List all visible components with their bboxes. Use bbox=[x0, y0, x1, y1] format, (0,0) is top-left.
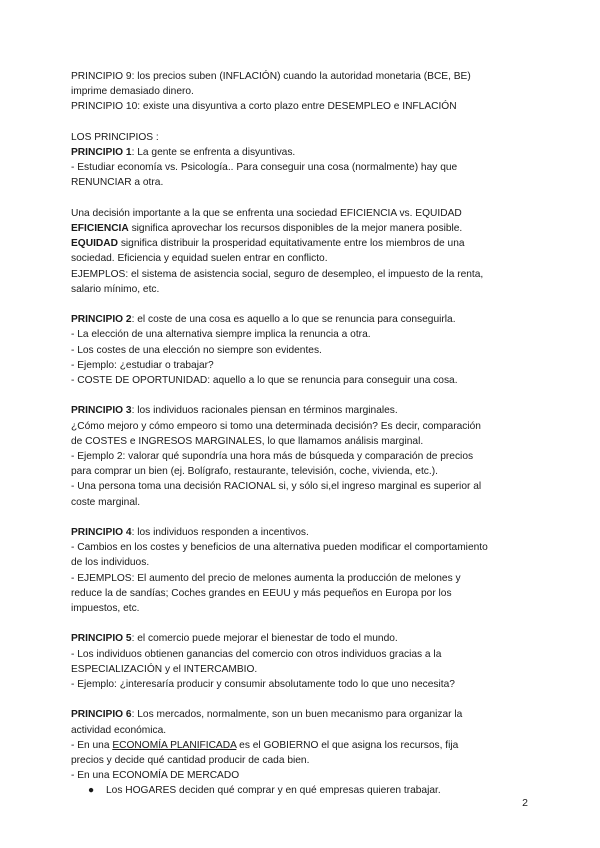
principle-1-line: - Estudiar economía vs. Psicología.. Para conseguir una cosa (normalmente) hay que bbox=[71, 162, 458, 174]
principle-5-line: - Ejemplo: ¿interesaría producir y consumir absolutamente todo lo que uno necesita? bbox=[71, 679, 455, 691]
principle-10-line: PRINCIPIO 10: existe una disyuntiva a corto plazo entre DESEMPLEO e INFLACIÓN bbox=[71, 101, 457, 113]
efficiency-equity-intro: Una decisión importante a la que se enfrenta una sociedad EFICIENCIA vs. EQUIDAD bbox=[71, 207, 462, 219]
bullet-icon: ● bbox=[88, 785, 95, 797]
principle-5-label: PRINCIPIO 5 bbox=[71, 633, 132, 645]
principle-4-line: reduce la de sandías; Coches grandes en EEUU y más pequeños en Europa por los bbox=[71, 587, 452, 599]
principle-4-line: de los individuos. bbox=[71, 557, 150, 569]
principle-1-line: salario mínimo, etc. bbox=[71, 283, 160, 295]
principle-6-title: PRINCIPIO 6: Los mercados, normalmente, son un buen mecanismo para organizar la bbox=[71, 709, 463, 721]
principle-9-line: PRINCIPIO 9: los precios suben (INFLACIÓN) cuando la autoridad monetaria (BCE, BE) bbox=[71, 71, 471, 82]
principle-1-line: RENUNCIAR a otra. bbox=[71, 177, 164, 189]
page-number: 2 bbox=[522, 797, 528, 809]
principle-3-line: para comprar un bien (ej. Bolígrafo, restaurante, televisión, coche, vivienda, etc.). bbox=[71, 466, 438, 478]
principle-6-line: - En una ECONOMÍA PLANIFICADA es el GOBIERNO el que asigna los recursos, fija bbox=[71, 739, 459, 751]
principle-6-label: PRINCIPIO 6 bbox=[71, 709, 132, 721]
document-page bbox=[71, 69, 541, 799]
efficiency-definition: EFICIENCIA significa aprovechar los recursos disponibles de la mejor manera posible. bbox=[71, 223, 463, 234]
principle-2-line: - COSTE DE OPORTUNIDAD: aquello a lo que se renuncia para conseguir una cosa. bbox=[71, 375, 458, 387]
principle-4-line: - EJEMPLOS: El aumento del precio de melones aumenta la producción de melones y bbox=[71, 572, 461, 584]
principle-3-line: - Ejemplo 2: valorar qué supondría una hora más de búsqueda y comparación de precios bbox=[71, 451, 474, 463]
principle-2-line: - Los costes de una elección no siempre son evidentes. bbox=[71, 344, 322, 356]
principle-9-cont: imprime demasiado dinero. bbox=[71, 86, 194, 98]
principle-3-title: PRINCIPIO 3: los individuos racionales piensan en términos marginales. bbox=[71, 405, 398, 417]
principle-1-title: PRINCIPIO 1: La gente se enfrenta a disyuntivas. bbox=[71, 147, 296, 158]
principle-2-title: PRINCIPIO 2: el coste de una cosa es aquello a lo que se renuncia para conseguirla. bbox=[71, 314, 456, 326]
principle-3-line: - Una persona toma una decisión RACIONAL si, y sólo si,el ingreso marginal es superior al bbox=[71, 481, 482, 493]
principle-3-label: PRINCIPIO 3 bbox=[71, 405, 132, 417]
principle-5-line: ESPECIALIZACIÓN y el INTERCAMBIO. bbox=[71, 663, 258, 675]
principle-1-label: PRINCIPIO 1 bbox=[71, 147, 132, 158]
planned-economy-term: ECONOMÍA PLANIFICADA bbox=[112, 739, 237, 751]
principle-1-line: sociedad. Eficiencia y equidad suelen entrar en conflicto. bbox=[71, 253, 328, 265]
list-item: ● Los HOGARES deciden qué comprar y en qué empresas quieren trabajar. bbox=[71, 783, 541, 798]
principle-3-line: ¿Cómo mejoro y cómo empeoro si tomo una determinada decisión? Es decir, comparación bbox=[71, 420, 481, 432]
principle-1-line: EJEMPLOS: el sistema de asistencia social, seguro de desempleo, el impuesto de la renta, bbox=[71, 268, 484, 280]
principle-2-line: - Ejemplo: ¿estudiar o trabajar? bbox=[71, 359, 214, 371]
principle-5-line: - Los individuos obtienen ganancias del comercio con otros individuos gracias a la bbox=[71, 648, 442, 660]
principle-4-line: - Cambios en los costes y beneficios de una alternativa pueden modificar el comportamiento bbox=[71, 542, 488, 554]
principle-5-title: PRINCIPIO 5: el comercio puede mejorar el bienestar de todo el mundo. bbox=[71, 633, 398, 645]
principle-3-line: coste marginal. bbox=[71, 496, 141, 508]
principle-6-line: precios y decide qué cantidad producir de cada bien. bbox=[71, 755, 310, 767]
principle-4-line: impuestos, etc. bbox=[71, 603, 140, 615]
principle-4-label: PRINCIPIO 4 bbox=[71, 527, 132, 539]
principle-6-line: actividad económica. bbox=[71, 724, 167, 736]
section-heading: LOS PRINCIPIOS : bbox=[71, 131, 159, 143]
principle-6-line: - En una ECONOMÍA DE MERCADO bbox=[71, 770, 240, 782]
principle-2-line: - La elección de una alternativa siempre implica la renuncia a otra. bbox=[71, 329, 371, 341]
principle-3-line: de COSTES e INGRESOS MARGINALES, lo que llamamos análisis marginal. bbox=[71, 435, 424, 447]
equity-definition: EQUIDAD significa distribuir la prosperidad equitativamente entre los miembros de una bbox=[71, 238, 465, 250]
principle-2-label: PRINCIPIO 2 bbox=[71, 314, 132, 326]
principle-4-title: PRINCIPIO 4: los individuos responden a incentivos. bbox=[71, 527, 309, 539]
